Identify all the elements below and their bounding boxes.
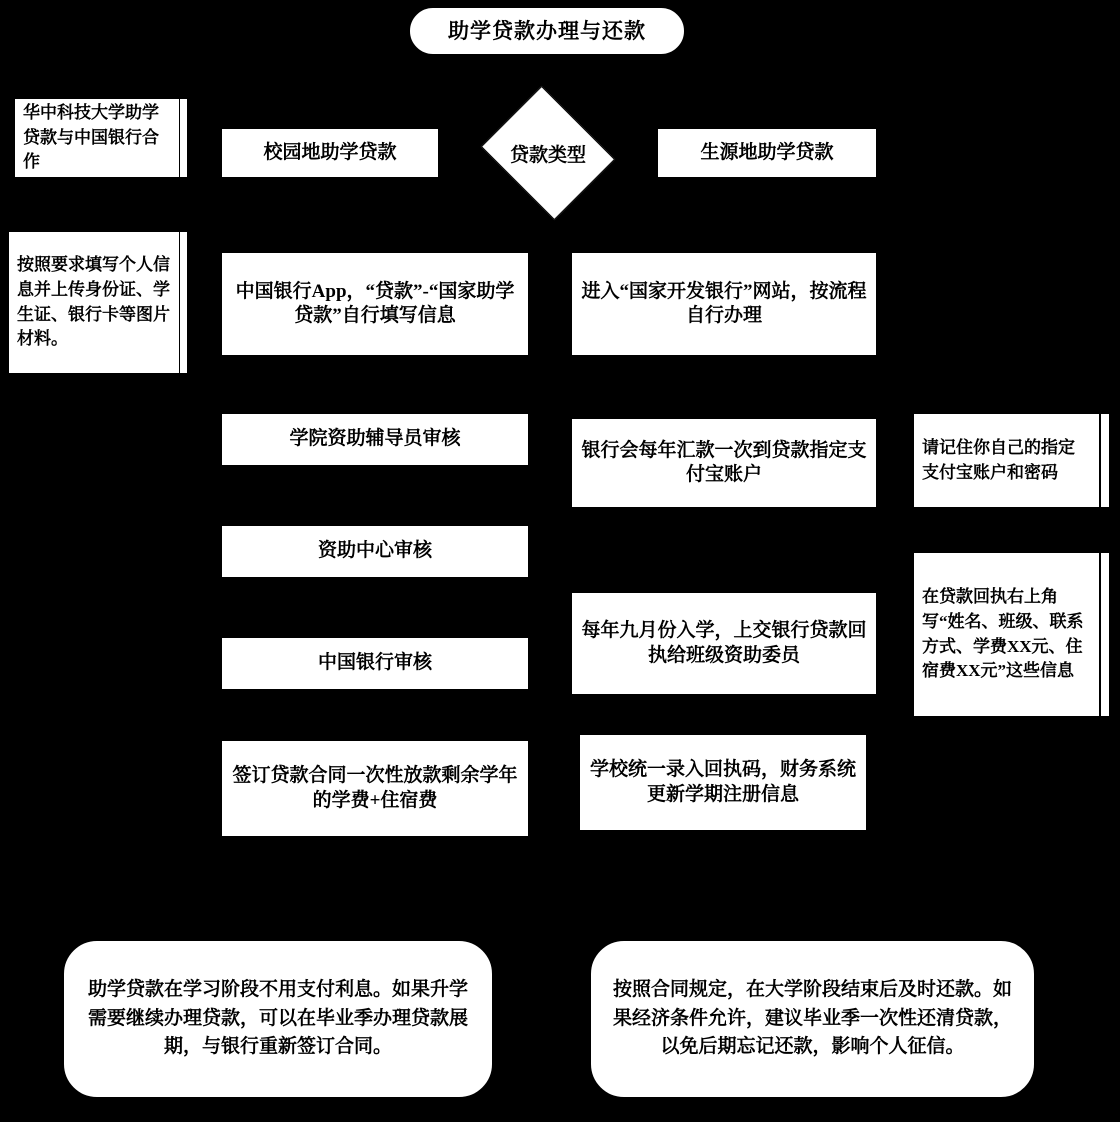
node-hometown-step-1: 进入“国家开发银行”网站，按流程自行办理: [571, 252, 877, 356]
node-hometown-step-3: 每年九月份入学，上交银行贷款回执给班级资助委员: [571, 592, 877, 695]
node-bottom-right-summary: 按照合同规定，在大学阶段结束后及时还款。如果经济条件允许，建议毕业季一次性还清贷款，以免后期忘记还款，影响个人征信。: [590, 940, 1035, 1098]
right-note-1-text: 请记住你自己的指定支付宝账户和密码: [922, 437, 1075, 482]
right-note-1: [913, 413, 1100, 508]
left-note-2-text: 按照要求填写个人信息并上传身份证、学生证、银行卡等图片材料。: [17, 255, 170, 349]
node-campus-step-3: 资助中心审核: [221, 525, 529, 578]
node-hometown-loan: 生源地助学贷款: [657, 128, 877, 178]
right-note-2-text: 在贷款回执右上角写“姓名、班级、联系方式、学费XX元、住宿费XX元”这些信息: [922, 587, 1084, 681]
right-note-2: [913, 552, 1100, 717]
node-hometown-step-4: 学校统一录入回执码，财务系统更新学期注册信息: [579, 734, 867, 831]
left-note-1-text: 华中科技大学助学贷款与中国银行合作: [23, 103, 159, 172]
node-campus-step-4: 中国银行审核: [221, 637, 529, 690]
left-note-2: [8, 231, 180, 374]
node-loan-type-label: 贷款类型: [509, 144, 586, 166]
node-campus-step-1: 中国银行App，“贷款”-“国家助学贷款”自行填写信息: [221, 252, 529, 356]
node-campus-step-5: 签订贷款合同一次性放款剩余学年的学费+住宿费: [221, 740, 529, 837]
node-campus-step-2: 学院资助辅导员审核: [221, 413, 529, 466]
right-note-1-strip: [1100, 413, 1110, 508]
right-note-2-strip: [1100, 552, 1110, 717]
node-bottom-left-summary: 助学贷款在学习阶段不用支付利息。如果升学需要继续办理贷款，可以在毕业季办理贷款展期，与银行重新签订合同。: [63, 940, 493, 1098]
page-title: 助学贷款办理与还款: [409, 7, 685, 55]
node-hometown-step-2: 银行会每年汇款一次到贷款指定支付宝账户: [571, 418, 877, 508]
left-note-1: [14, 98, 180, 178]
node-campus-loan: 校园地助学贷款: [221, 128, 439, 178]
